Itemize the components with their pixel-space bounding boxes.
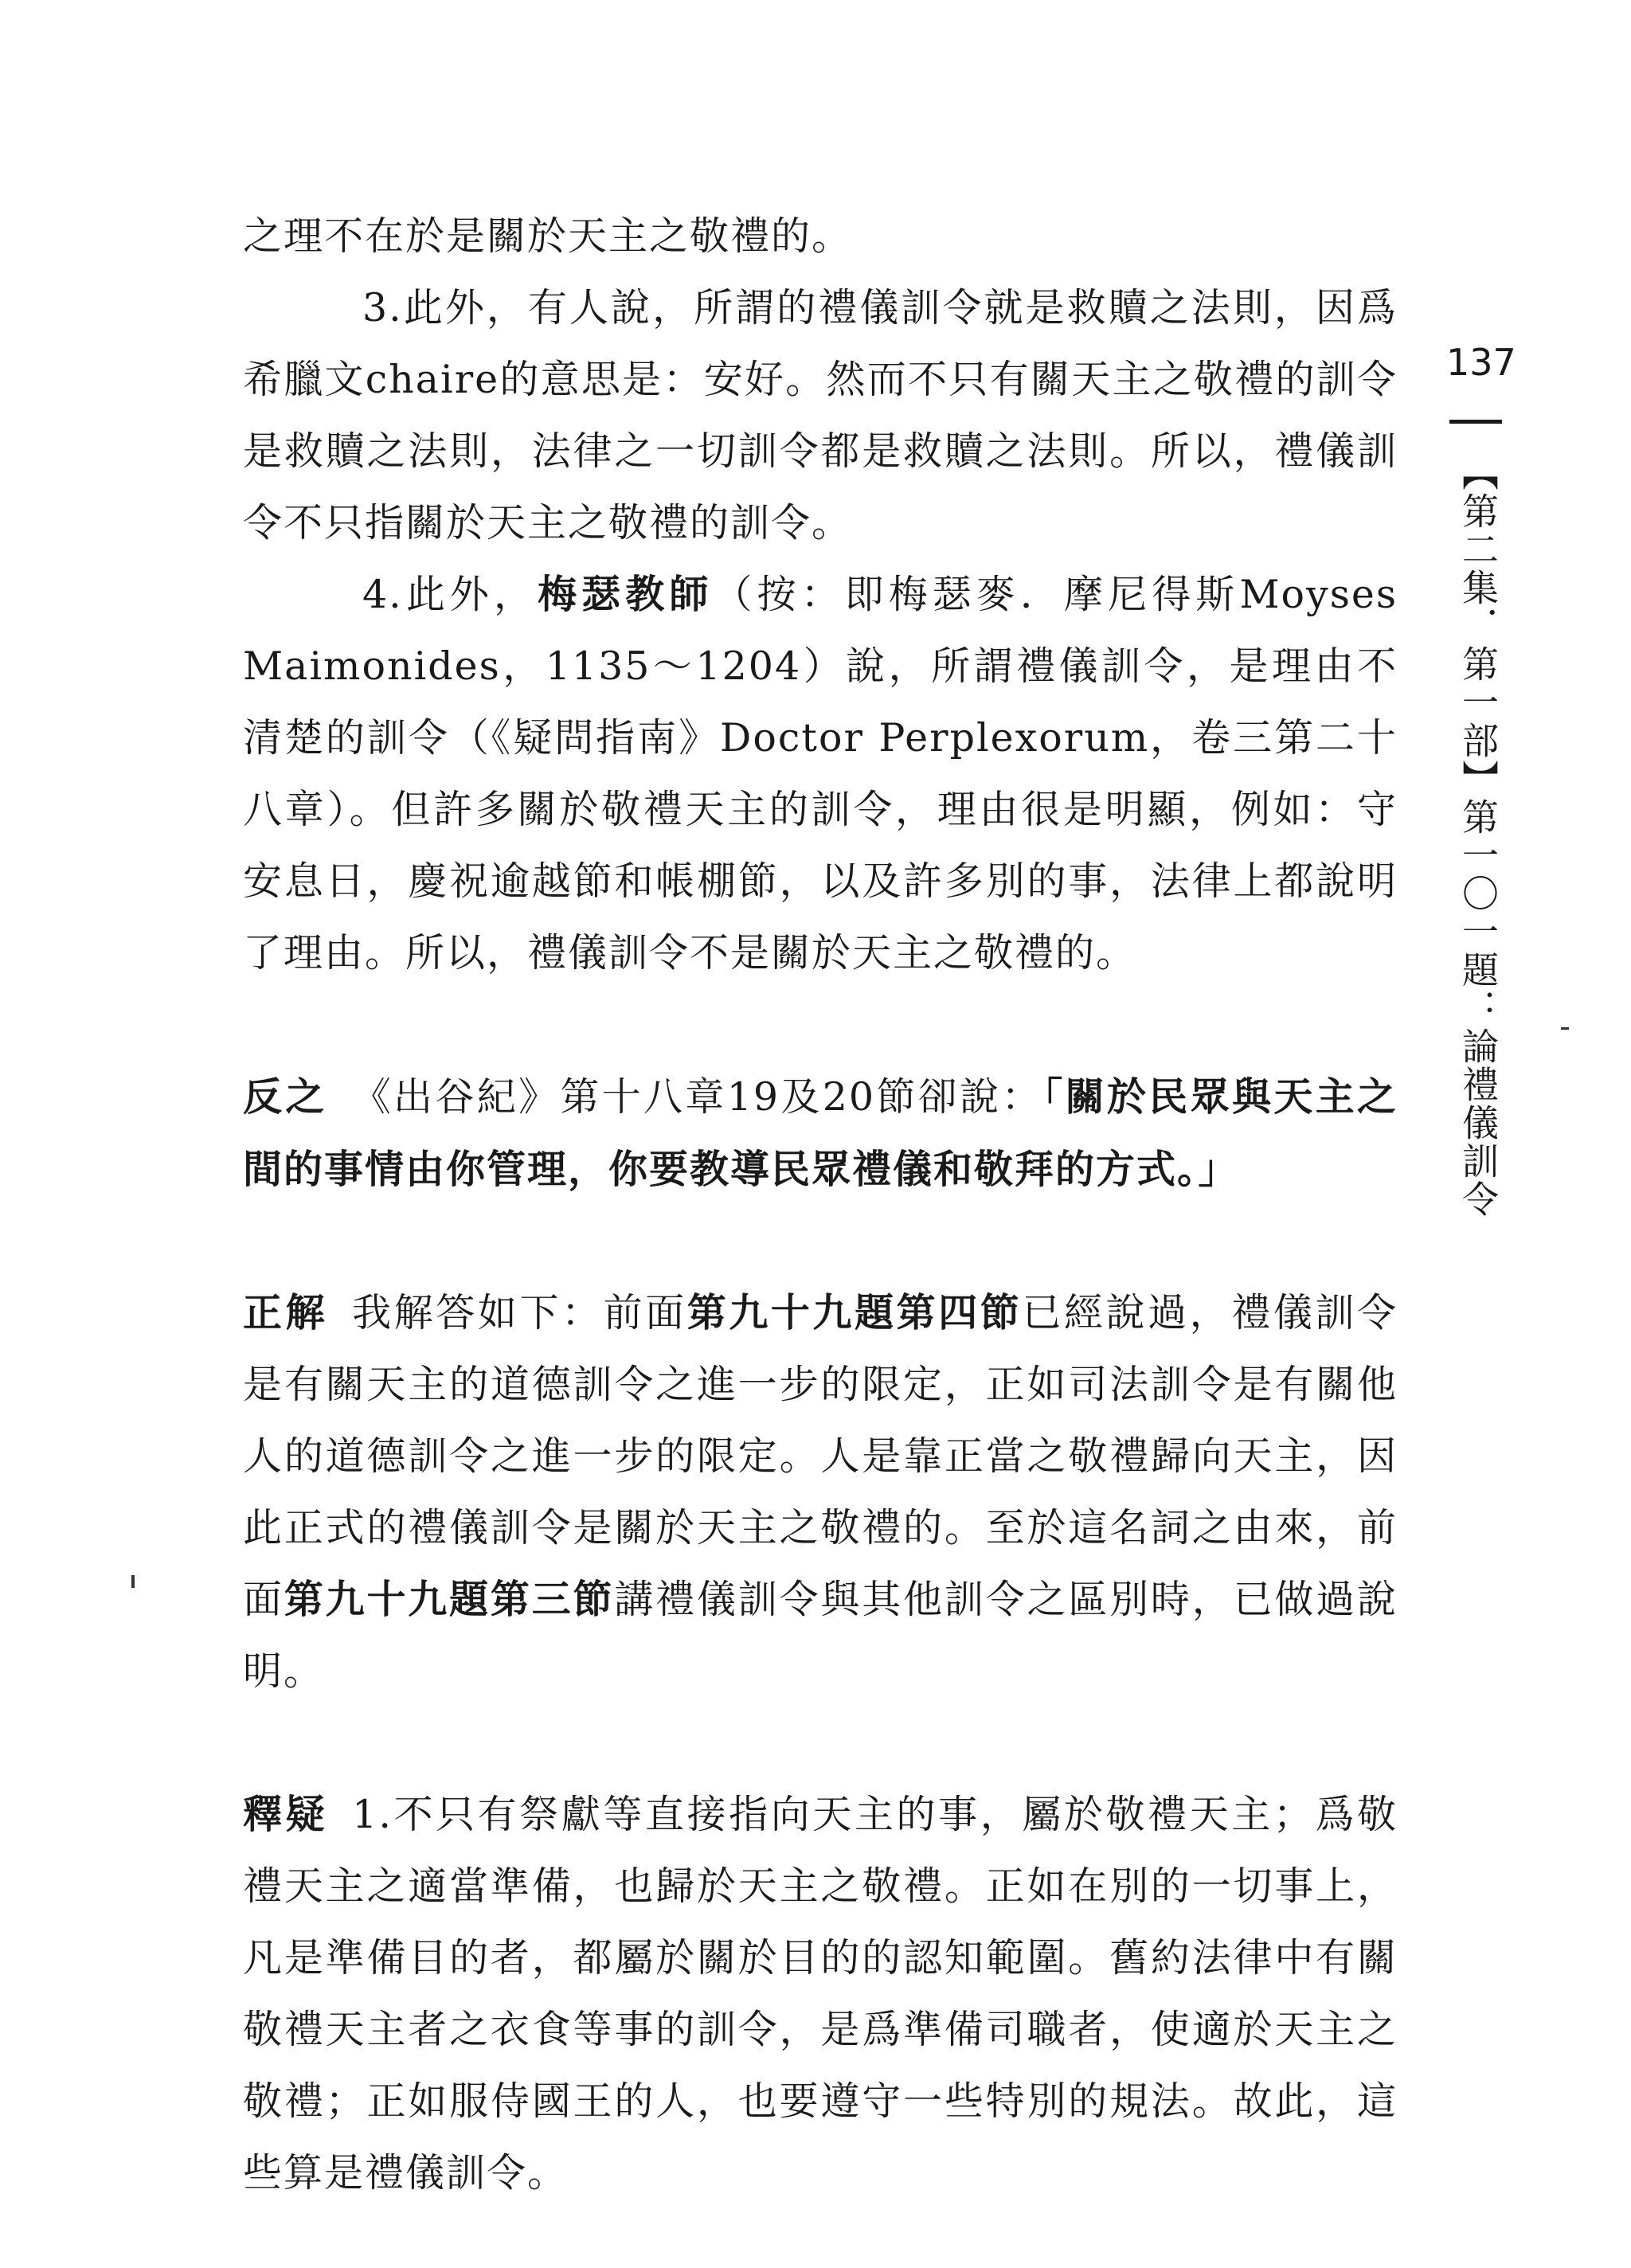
paragraph-gap [243,989,1398,1061]
paragraph-continuation: 之理不在於是關於天主之敬禮的。 [243,213,853,259]
running-head: 【第二集．第一部】第一〇一題：論禮儀訓令 [1457,454,1500,1218]
reply-text: 1.不只有祭獻等直接指向天主的事，屬於敬禮天主；爲敬禮天主之適當準備，也歸於天主之敬禮。正如在別的一切事上，凡是準備目的者，都屬於關於目的的認知範圍。舊約法律中有關敬禮天主者之衣食等事的訓令，是爲準備司職者，使適於天主之敬禮；正如服侍國王的人，也要遵守一些特別的規法。故此，這些算是禮儀訓令。 [243,1792,1398,2196]
paragraph-gap [243,1206,1398,1277]
respondeo-text-1: 我解答如下：前面 [352,1290,687,1335]
respondeo-ref-2: 第九十九題第三節 [284,1577,615,1622]
objection-4-body: （按：即梅瑟麥．摩尼得斯Moyses Maimonides，1135～1204）說，所謂禮儀訓令，是理由不清楚的訓令（《疑問指南》Doctor Perplexorum，卷三第二十八章）。但許多關於敬禮天主的訓令，理由很是明顯，例如：守安息日，慶祝逾越節和帳棚節，以及許多別的事，法律上都說明了理由。所以，禮儀訓令不是關於天主之敬禮的。 [243,572,1398,976]
objection-4 [243,559,1398,989]
objection-3: 3.此外，有人說，所謂的禮儀訓令就是救贖之法則，因爲希臘文chaire的意思是：安好。然而不只有關天主之敬禮的訓令是救贖之法則，法律之一切訓令都是救贖之法則。所以，禮儀訓令不只指關於天主之敬禮的訓令。 [243,285,1398,545]
respondeo-label: 正解 [243,1290,329,1335]
sed-contra-label: 反之 [243,1074,328,1120]
objection-4-bold-name: 梅瑟教師 [538,572,714,617]
paragraph-gap [243,1707,1398,1779]
sed-contra-quote: 「關於民眾與天主之間的事情由你管理，你要教導民眾禮儀和敬拜的方式。」 [243,1073,1398,1192]
respondeo-text-3: 講禮儀訓令與其他訓令之區別時，已做過說明。 [243,1577,1398,1694]
objection-4-intro: 4.此外， [362,572,538,617]
page-number: 137 [1446,341,1516,384]
sed-contra [243,1061,1398,1206]
scan-speck [131,1575,135,1588]
respondeo-ref-1: 第九十九題第四節 [686,1290,1023,1335]
respondeo [243,1277,1398,1707]
scan-speck [1561,1027,1569,1030]
body-text [243,201,1398,2209]
reply-objection-1 [243,1779,1398,2209]
respondeo-text-2: 已經說過，禮儀訓令是有關天主的道德訓令之進一步的限定，正如司法訓令是有關他人的道德訓令之進一步的限定。人是靠正當之敬禮歸向天主，因此正式的禮儀訓令是關於天主之敬禮的。至於這名詞之由來，前面 [243,1290,1398,1622]
running-head-rule [1449,420,1502,424]
sed-contra-text: 《出谷紀》第十八章19及20節卻說： [351,1074,1043,1120]
reply-label: 釋疑 [243,1792,329,1837]
